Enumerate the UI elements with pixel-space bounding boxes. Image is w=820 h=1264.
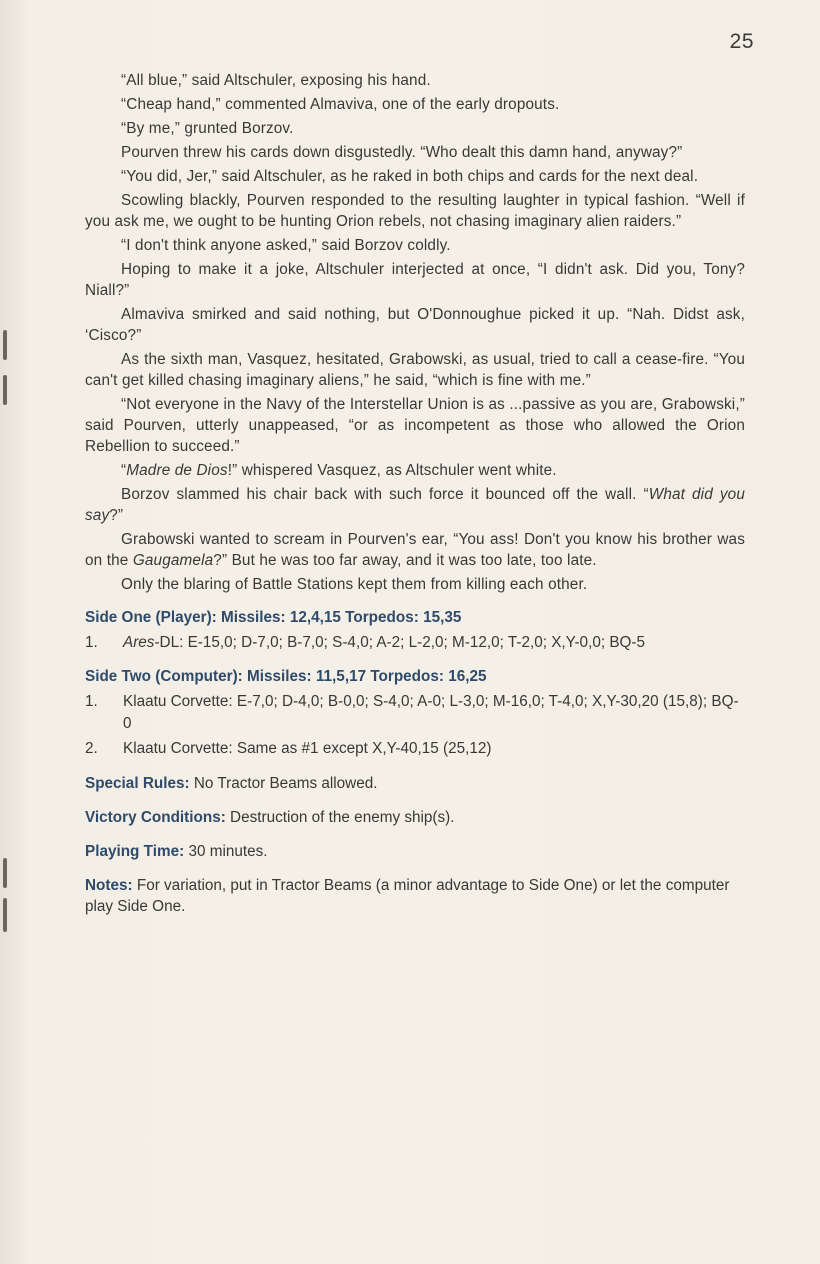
paragraph: “I don't think anyone asked,” said Borzov coldly. [121,237,451,254]
paragraph-text: Grabowski wanted to scream in Pourven's ear, “You ass! Don't you know his brother was on the [85,531,745,569]
paragraph-rest: !” whispered Vasquez, as Altschuler went white. [227,462,557,479]
paragraph-rest: ?” But he was too far away, and it was too late, too late. [213,552,597,569]
entry-number: 1. [85,693,98,710]
entry-text: Klaatu Corvette: E-7,0; D-4,0; B-0,0; S-4,0; A-0; L-3,0; M-16,0; T-4,0; X,Y-30,20 (15,8); BQ-0 [123,693,739,732]
page-content [85,70,745,917]
paragraph: Pourven threw his cards down disgustedly. “Who dealt this damn hand, anyway?” [121,144,683,161]
paragraph: “By me,” grunted Borzov. [121,120,294,137]
side-two-entry [85,738,745,760]
paragraph-madre [85,460,745,481]
italic-phrase: What did you say [85,486,745,524]
side-one-heading: Side One (Player): Missiles: 12,4,15 Torpedos: 15,35 [85,609,462,626]
binding-mark [3,375,7,405]
paragraph-rest: ?” [109,507,124,524]
page-number: 25 [729,30,754,53]
binding-mark [3,330,7,360]
italic-ship-name: Gaugamela [132,552,214,569]
paragraph-text: Borzov slammed his chair back with such force it bounced off the wall. “ [121,486,649,503]
italic-phrase: Madre de Dios [126,462,228,479]
paragraph-borzov [85,484,745,526]
paragraph: Almaviva smirked and said nothing, but O'Donnoughue picked it up. “Nah. Didst ask, ‘Cisco?” [85,306,745,344]
paragraph: “All blue,” said Altschuler, exposing his hand. [121,72,431,89]
side-two-entry [85,691,745,735]
entry-text [123,632,745,654]
paragraph: Scowling blackly, Pourven responded to the resulting laughter in typical fashion. “Well if you ask me, we ought to be hunting Orion rebels, not chasing imaginary alien raiders.” [85,192,745,230]
victory-conditions-value: Destruction of the enemy ship(s). [230,809,455,826]
entry-number: 2. [85,740,98,757]
notes-value: For variation, put in Tractor Beams (a minor advantage to Side One) or let the computer play Side One. [85,877,730,915]
victory-conditions-label: Victory Conditions: [85,809,226,826]
entry-text: Klaatu Corvette: Same as #1 except X,Y-40,15 (25,12) [123,740,492,757]
binding-mark [3,898,7,932]
special-rules [85,773,745,794]
victory-conditions [85,807,745,828]
entry-number: 1. [85,634,98,651]
binding-mark [3,858,7,888]
notes-label: Notes: [85,877,133,894]
playing-time [85,841,745,862]
special-rules-label: Special Rules: [85,775,190,792]
playing-time-value: 30 minutes. [188,843,268,860]
paragraph: As the sixth man, Vasquez, hesitated, Grabowski, as usual, tried to call a cease-fire. “You can't get killed chasing imaginary aliens,” he said, “which is fine with me.” [85,351,745,389]
ship-stats: -DL: E-15,0; D-7,0; B-7,0; S-4,0; A-2; L-2,0; M-12,0; T-2,0; X,Y-0,0; BQ-5 [154,634,646,651]
paragraph: Only the blaring of Battle Stations kept them from killing each other. [121,576,588,593]
quote-open: “ [121,462,127,479]
paragraph: Hoping to make it a joke, Altschuler interjected at once, “I didn't ask. Did you, Tony? Niall?” [85,261,745,299]
paragraph: “You did, Jer,” said Altschuler, as he raked in both chips and cards for the next deal. [121,168,699,185]
playing-time-label: Playing Time: [85,843,185,860]
side-two-heading: Side Two (Computer): Missiles: 11,5,17 Torpedos: 16,25 [85,668,487,685]
ship-name: Ares [123,634,155,651]
side-one-entry [85,632,745,654]
notes [85,875,745,917]
special-rules-value: No Tractor Beams allowed. [193,775,378,792]
paragraph: “Not everyone in the Navy of the Interstellar Union is as ...passive as you are, Grabowski,” said Pourven, utterly unappeased, “or as incompetent as those who allowed the Orion Rebellion to succeed.” [85,396,745,455]
paragraph: “Cheap hand,” commented Almaviva, one of the early dropouts. [121,96,560,113]
paragraph-grabowski [85,529,745,571]
